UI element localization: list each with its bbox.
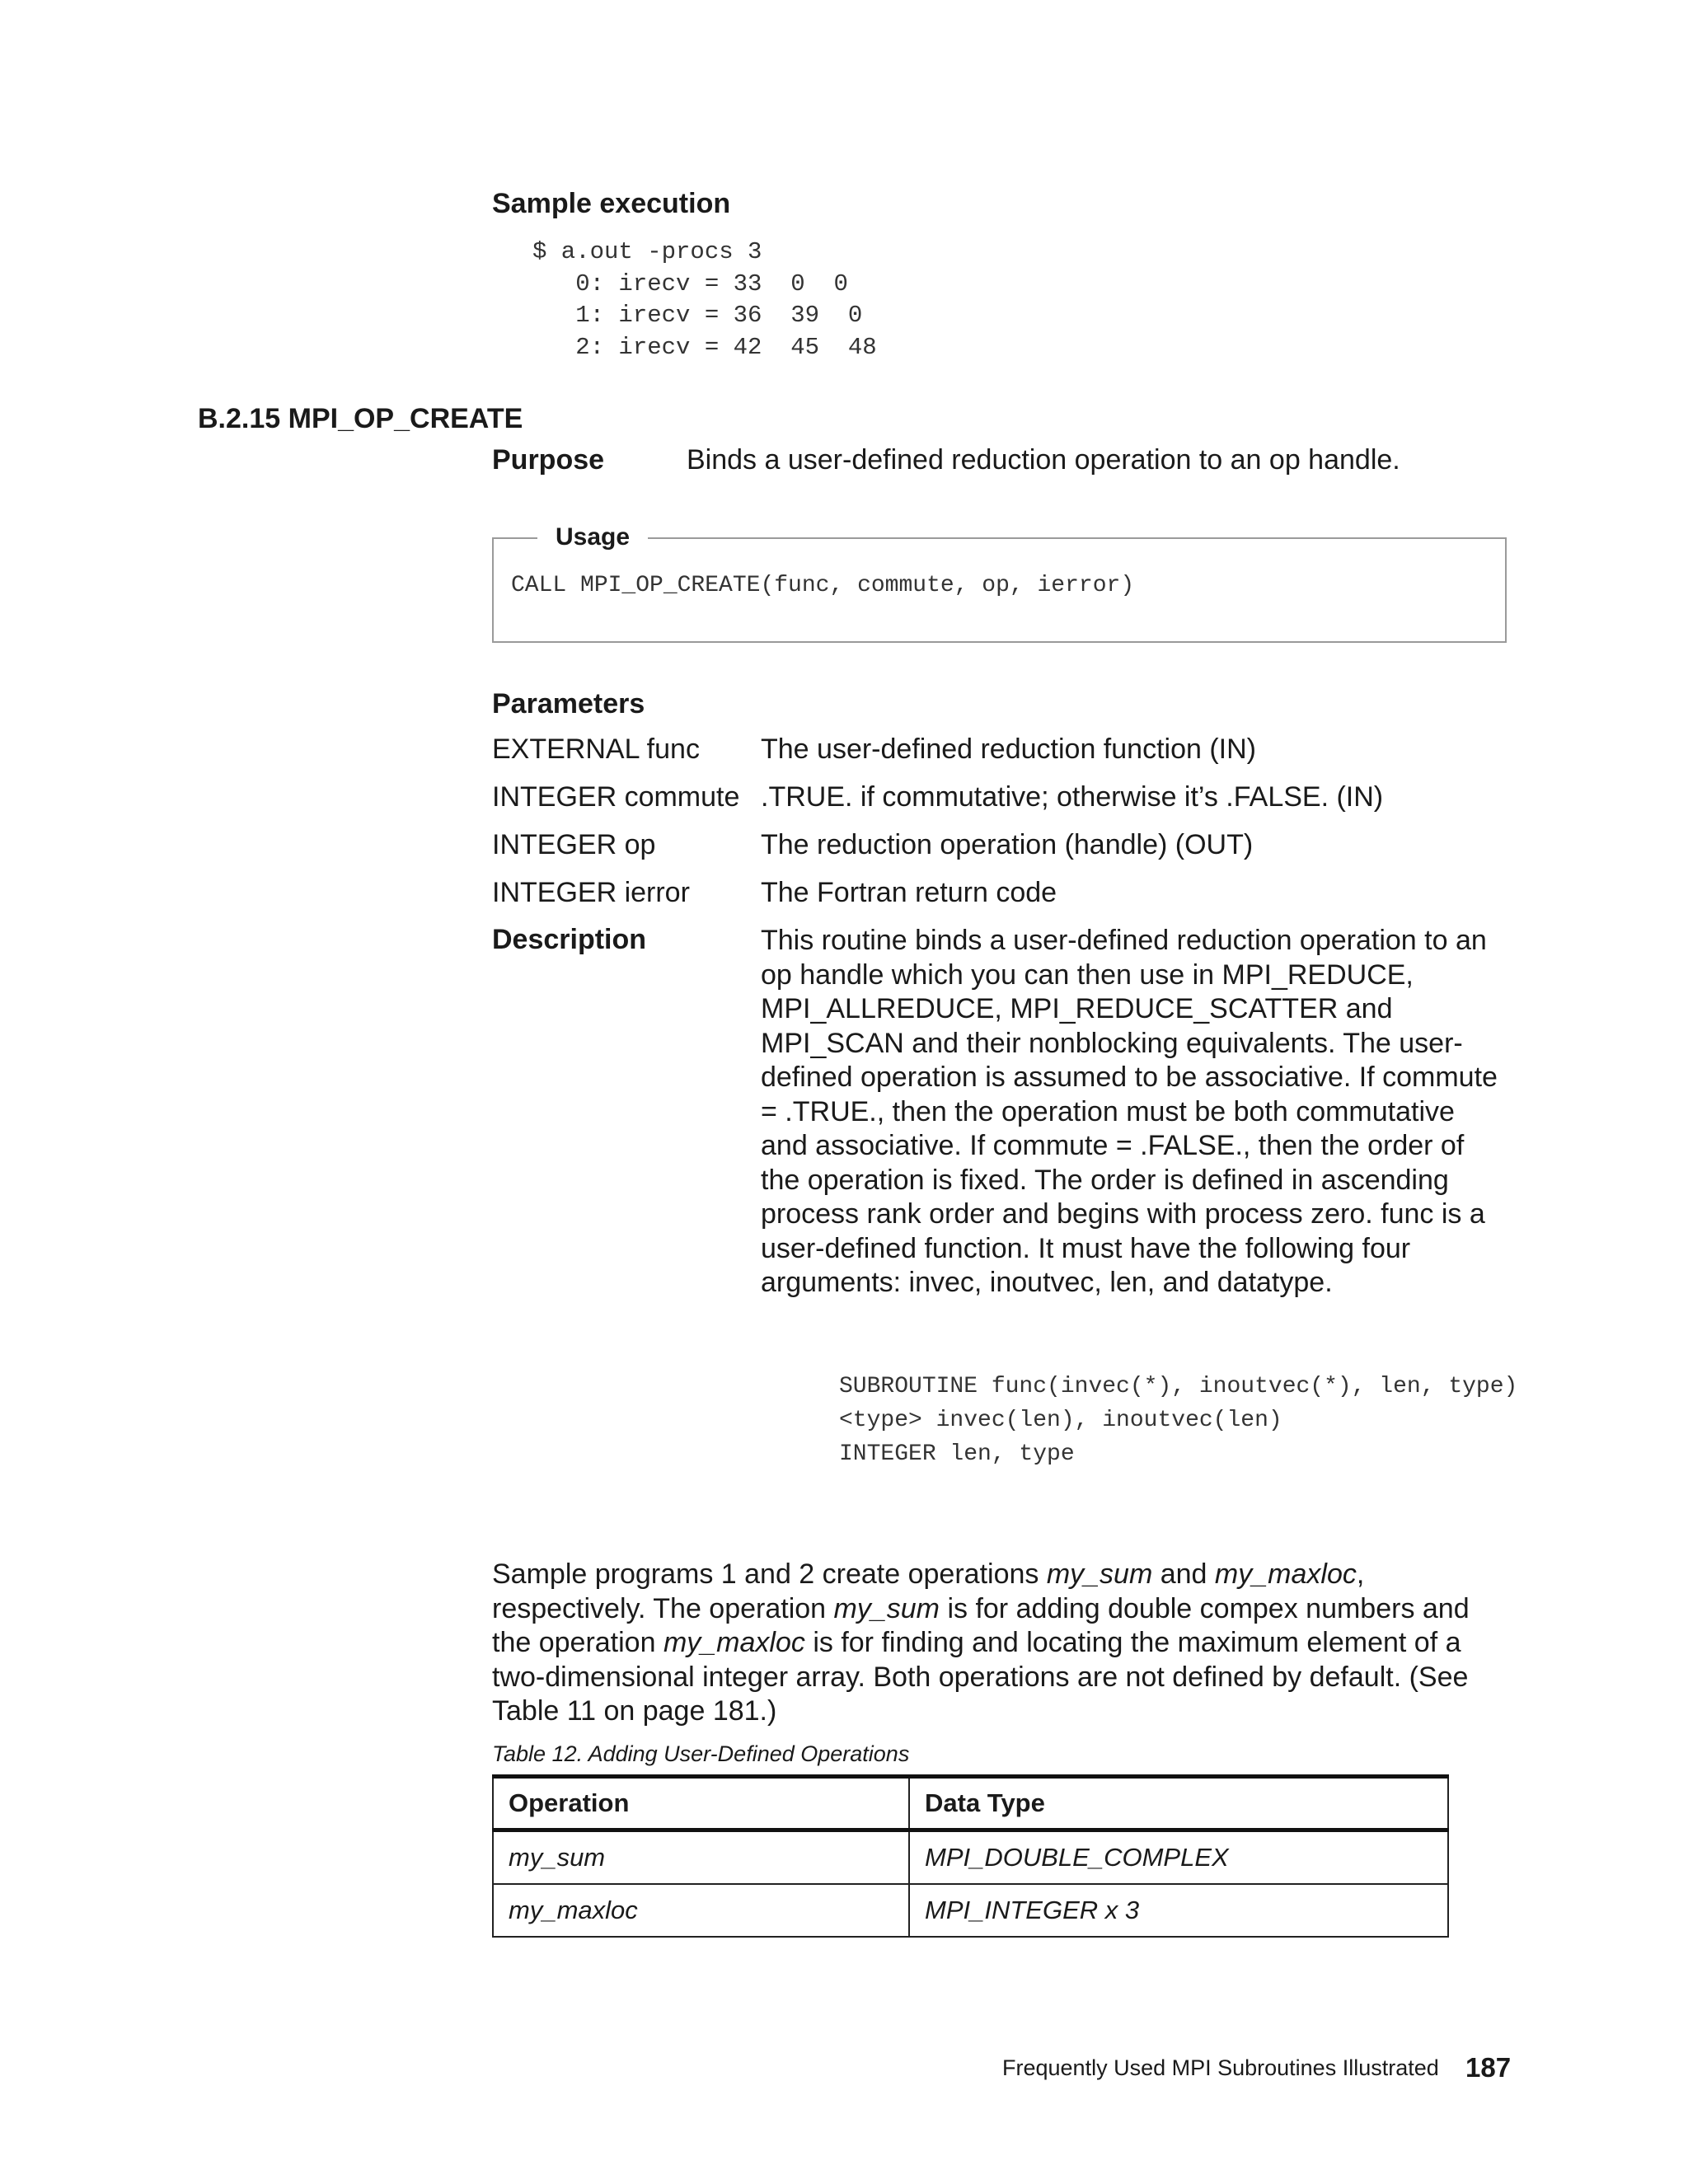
parameter-name: INTEGER commute [492,781,740,813]
page-number: 187 [1465,2052,1512,2083]
code-line: INTEGER len, type [839,1441,1075,1467]
paragraph-text: and [1152,1558,1215,1590]
usage-label: Usage [537,521,648,554]
table-cell: MPI_DOUBLE_COMPLEX [909,1830,1448,1885]
parameter-desc: The reduction operation (handle) (OUT) [761,829,1254,860]
description-text: This routine binds a user-defined reduction operation to an op handle which you can then use in MPI_REDUCE, MPI_ALLREDUCE, MPI_REDUCE_SCATTER and MPI_SCAN and their nonblocking equivalents. The user-defined operation is assumed to be associative. If commute = .TRUE., then the operation must be both commutative and associative. If commute = .FALSE., then the order of the operation is fixed. The order is defined in ascending process rank order and begins with process zero. func is a user-defined function. It must have the following four arguments: invec, inoutvec, len, and datatype. [761,925,1498,1298]
paragraph-text: Sample programs 1 and 2 create operations [492,1558,1047,1590]
section-title: B.2.15 MPI_OP_CREATE [198,403,523,434]
output-line: 0: irecv = 33 0 0 [532,269,848,298]
operations-table [492,1774,1449,1938]
code-line: <type> invec(len), inoutvec(len) [839,1408,1282,1433]
table-header-row [493,1777,1448,1830]
output-line: 2: irecv = 42 45 48 [532,333,877,361]
table-row [493,1830,1448,1885]
table-cell: my_sum [493,1830,909,1885]
table-cell: MPI_INTEGER x 3 [909,1884,1448,1937]
subroutine-code [839,1370,1517,1471]
body-paragraph [492,1558,1514,1729]
table-cell: my_maxloc [493,1884,909,1937]
footer-title: Frequently Used MPI Subroutines Illustrated [1002,2055,1439,2080]
purpose-text: Binds a user-defined reduction operation to an op handle. [687,444,1400,476]
description-heading: Description [492,924,647,955]
column-header: Operation [493,1777,909,1830]
table-row [493,1884,1448,1937]
parameter-name: INTEGER op [492,829,656,860]
sample-execution-heading: Sample execution [492,188,731,219]
paragraph-term: my_sum [833,1592,940,1624]
paragraph-text: , respectively. The operation [492,1558,1365,1624]
parameter-name: EXTERNAL func [492,733,700,765]
paragraph-text: is for finding and locating the maximum element of a two-dimensional integer array. Both operations are not defined by default. (See Table 11 on page 181.) [492,1627,1469,1727]
code-line: SUBROUTINE func(invec(*), inoutvec(*), len, type) [839,1374,1518,1399]
parameter-desc: The Fortran return code [761,877,1057,908]
sample-execution-output [532,237,877,363]
paragraph-term: my_sum [1046,1558,1153,1590]
parameters-heading: Parameters [492,688,645,719]
output-line: 1: irecv = 36 39 0 [532,302,863,329]
parameter-desc: The user-defined reduction function (IN) [761,733,1256,765]
purpose-label: Purpose [492,444,605,476]
column-header: Data Type [909,1777,1448,1830]
paragraph-term: my_maxloc [1214,1558,1357,1590]
paragraph-text: is for adding double compex numbers and the operation [492,1592,1470,1658]
usage-code: CALL MPI_OP_CREATE(func, commute, op, ierror) [511,573,1135,598]
parameter-name: INTEGER ierror [492,877,690,908]
parameter-desc: .TRUE. if commutative; otherwise it’s .FALSE. (IN) [761,781,1384,813]
output-line: $ a.out -procs 3 [532,238,762,265]
paragraph-term: my_maxloc [663,1627,805,1658]
table-caption: Table 12. Adding User-Defined Operations [492,1741,910,1766]
